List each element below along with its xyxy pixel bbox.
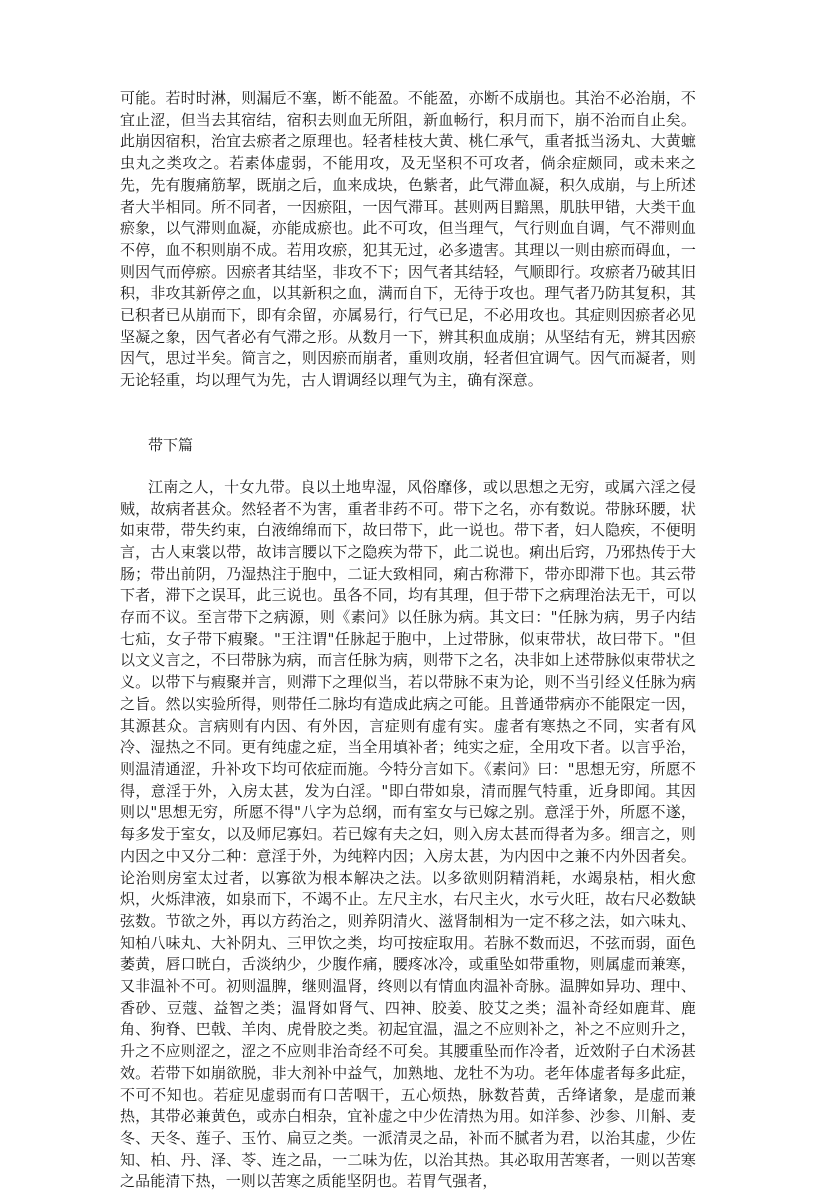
body-paragraph-2: 江南之人，十女九带。良以土地卑湿，风俗靡侈，或以思想之无穷，或属六淫之侵贼，故病者甚众。然轻者不为害，重者非药不可。带下之名，亦有数说。带脉环腰，状如束带，带失约束，白液绵绵而下，故曰带下，此一说也。带下者，妇人隐疾，不便明言，古人束裳以带，故讳言腰以下之隐疾为带下，此二说也。痢出后窍，乃邪热传于大肠；带出前阴，乃湿热注于胞中，二证大致相同，痢古称滞下，带亦即滞下也。其云带下者，滞下之误耳，此三说也。虽各不同，均有其理，但于带下之病理治法无干，可以存而不议。至言带下之病源，则《素问》以任脉为病。其文曰："任脉为病，男子内结七疝，女子带下瘕聚。"王注谓"任脉起于胞中，上过带脉，似束带状，故曰带下。"但以文义言之，不曰带脉为病，而言任脉为病，则带下之名，决非如上述带脉似束带状之义。以带下与瘕聚并言，则滞下之理似当，若以带脉不束为论，则不当引经义任脉为病之旨。然以实验所得，则带任二脉均有造成此病之可能。且普通带病亦不能限定一因，其源甚众。言病则有内因、有外因，言症则有虚有实。虚者有寒热之不同，实者有风冷、湿热之不同。更有纯虚之症，当全用填补者；纯实之症，全用攻下者。以言乎治，则温清通涩，升补攻下均可依症而施。今特分言如下。《素问》曰："思想无穷，所愿不得，意淫于外，入房太甚，发为白淫。"即白带如泉，清而腥气特重，近身即闻。其因则以"思想无穷，所愿不得"八字为总纲，而有室女与已嫁之别。意淫于外，所愿不遂，每多发于室女，以及师尼寡妇。若已嫁有夫之妇，则入房太甚而得者为多。细言之，则内因之中又分二种：意淫于外，为纯粹内因；入房太甚，为内因中之兼不内外因者矣。论治则房室太过者，以寡欲为根本解决之法。以多欲则阴精消耗，水竭泉枯，相火愈炽，火烁津液，如泉而下，不竭不止。左尺主水，右尺主火，水亏火旺，故右尺必数缺弦数。节欲之外，再以方药治之，则养阴清火、滋肾制相为一定不移之法，如六味丸、知柏八味丸、大补阴丸、三甲饮之类，均可按症取用。若脉不数而迟，不弦而弱，面色萎黄，唇口晄白，舌淡纳少，少腹作痛，腰疼冰冷，或重坠如带重物，则属虚而兼寒，又非温补不可。初则温脾，继则温肾，终则以有情血肉温补奇脉。温脾如异功、理中、香砂、豆蔻、益智之类；温肾如肾气、四神、胶姜、胶艾之类；温补奇经如鹿茸、鹿角、狗脊、巴戟、羊肉、虎骨胶之类。初起宜温，温之不应则补之，补之不应则升之，升之不应则涩之，涩之不应则非治奇经不可矣。其腰重坠而作冷者，近效附子白术汤甚效。若带下如崩欲脱，非大剂补中益气，加熟地、龙牡不为功。老年体虚者每多此症，不可不知也。若症见虚弱而有口苦咽干，五心烦热，脉数苔黄，舌绛诸象，是虚而兼热，其带必兼黄色，或赤白相杂，宜补虚之中少佐清热为用。如洋参、沙参、川斛、麦冬、天冬、莲子、玉竹、扁豆之类。一派清灵之品，补而不腻者为君，以治其虚，少佐知、柏、丹、泽、苓、连之品，一二味为佐，以治其热。其必取用苦寒者，一则以苦寒之品能清下热，一则以苦寒之质能坚阴也。若胃气强者，: [120, 477, 696, 1191]
body-paragraph-1: 可能。若时时淋，则漏卮不塞，断不能盈。不能盈，亦断不成崩也。其治不必治崩，不宜止涩，但当去其宿结，宿积去则血无所阻，新血畅行，积月而下，崩不治而自止矣。此崩因宿积，治宜去瘀者之原理也。轻者桂枝大黄、桃仁承气，重者抵当汤丸、大黄蟅虫丸之类攻之。若素体虚弱，不能用攻，及无坚积不可攻者，倘余症颇同，或未来之先，先有腹痛筋挈，既崩之后，血来成块，色紫者，此气滞血凝，积久成崩，与上所述者大半相同。所不同者，一因瘀阻，一因气滞耳。甚则两目黯黑，肌肤甲错，大类干血瘀象，以气滞则血凝，亦能成瘀也。此不可攻，但当理气，气行则血自调，气不滞则血不停，血不积则崩不成。若用攻瘀，犯其无过，必多遗害。其理以一则由瘀而碍血，一则因气而停瘀。因瘀者其结坚，非攻不下；因气者其结轻，气顺即行。攻瘀者乃破其旧积，非攻其新停之血，以其新积之血，满而自下，无待于攻也。理气者乃防其复积，其已积者已从崩而下，即有余留，亦属易行，行气已足，不必用攻也。其症则因瘀者必见坚凝之象，因气者必有气滞之形。从数月一下，辨其积血成崩；从坚结有无，辨其因瘀因气，思过半矣。简言之，则因瘀而崩者，重则攻崩，轻者但宜调气。因气而凝者，则无论轻重，均以理气为先，古人谓调经以理气为主，确有深意。: [120, 89, 696, 390]
document-page: [120, 88, 696, 1193]
section-heading: 带下篇: [148, 435, 194, 454]
